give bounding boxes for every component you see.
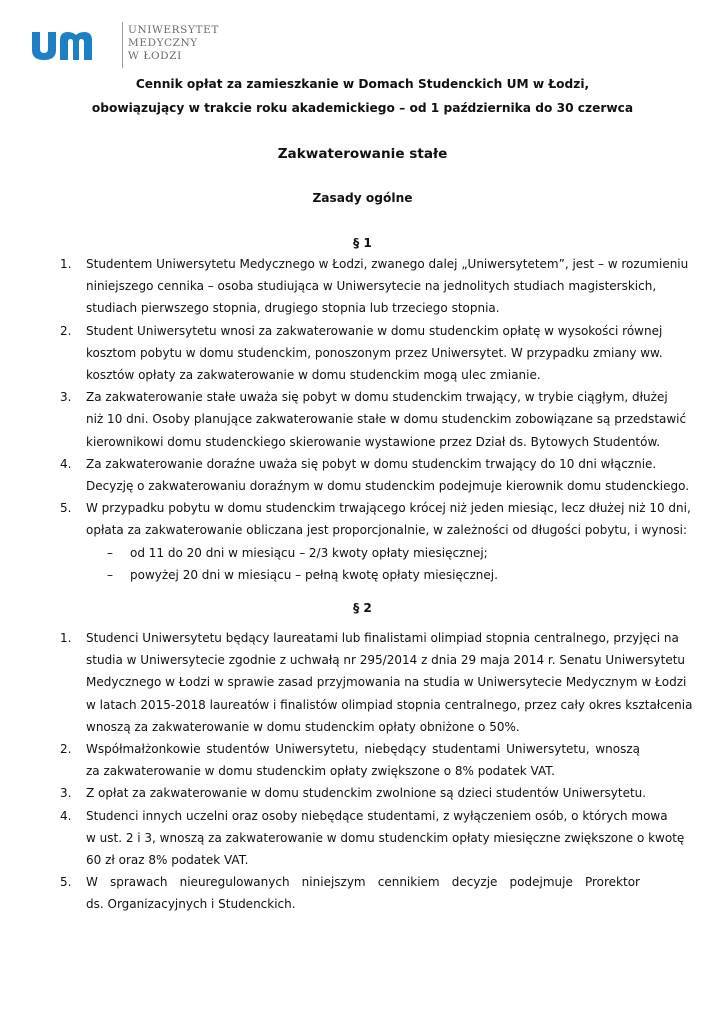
list-item: [60, 738, 640, 782]
list-item: [60, 453, 690, 497]
item-text-line: W sprawach nieuregulowanych niniejszym cennikiem decyzje podejmuje Prorektor: [86, 875, 640, 890]
document-title-line-2: obowiązujący w trakcie roku akademickiego – od 1 października do 30 czerwca: [91, 101, 634, 115]
item-text-line: opłata za zakwaterowanie obliczana jest proporcjonalnie, w zależności od długości pobytu, i wynosi:: [86, 523, 688, 538]
item-text-line: niż 10 dni. Osoby planujące zakwaterowanie stałe w domu studenckim zobowiązane są przedstawić: [86, 412, 687, 427]
list-item: [60, 386, 687, 453]
item-text-line: kierownikowi domu studenckiego skierowanie wystawione przez Dział ds. Bytowych Studentów.: [86, 434, 661, 449]
item-text-line: niniejszego cennika – osoba studiująca w Uniwersytecie na jednolitych studiach magisterskich,: [86, 279, 657, 294]
item-number: 2.: [60, 323, 72, 338]
item-text-line: Medycznego w Łodzi w sprawie zasad przyjmowania na studia w Uniwersytecie Medycznym w Łodzi: [86, 675, 687, 690]
item-number: 4.: [60, 808, 72, 823]
subitem-text: powyżej 20 dni w miesiącu – pełną kwotę opłaty miesięcznej.: [130, 567, 498, 582]
list-item: [60, 627, 693, 738]
section-heading: Zakwaterowanie stałe: [277, 146, 448, 162]
section-subheading: Zasady ogólne: [312, 191, 413, 205]
list-item: [60, 782, 647, 804]
item-text-line: studia w Uniwersytecie zgodnie z uchwałą nr 295/2014 z dnia 29 maja 2014 r. Senatu Uniwersytetu: [86, 653, 686, 668]
item-number: 5.: [60, 875, 72, 890]
section-2-list: [60, 627, 693, 916]
item-text-line: Studenci innych uczelni oraz osoby niebędące studentami, z wyłączeniem osób, o których mowa: [86, 808, 668, 823]
item-text-line: za zakwaterowanie w domu studenckim opłaty zwiększone o 8% podatek VAT.: [86, 764, 555, 779]
item-text-line: Współmałżonkowie studentów Uniwersytetu, niebędący studentami Uniwersytetu, wnoszą: [86, 742, 640, 757]
item-text-line: ds. Organizacyjnych i Studenckich.: [86, 897, 296, 912]
dash-bullet: –: [107, 567, 113, 582]
item-number: 3.: [60, 390, 72, 405]
paragraph-label-1: § 1: [353, 236, 372, 250]
item-text-line: Decyzję o zakwaterowaniu doraźnym w domu studenckim podejmuje kierownik domu studenckiego.: [86, 479, 690, 494]
list-item: [60, 320, 663, 387]
item-text-line: studiach pierwszego stopnia, drugiego stopnia lub trzeciego stopnia.: [86, 301, 500, 316]
item-text-line: w latach 2015-2018 laureatów i finalistów olimpiad stopnia centralnego, przez cały okres kształcenia: [86, 697, 693, 712]
item-text-line: kosztom pobytu w domu studenckim, ponoszonym przez Uniwersytet. W przypadku zmiany ww.: [86, 345, 663, 360]
item-text-line: Za zakwaterowanie doraźne uważa się pobyt w domu studenckim trwający do 10 dni włącznie.: [86, 456, 657, 471]
item-text-line: Studenci Uniwersytetu będący laureatami lub finalistami olimpiad stopnia centralnego, przyjęci na: [86, 631, 679, 645]
item-number: 3.: [60, 786, 72, 801]
logo-line-1: UNIWERSYTET: [128, 24, 219, 36]
dash-bullet: –: [107, 545, 113, 560]
um-logo-mark-icon: [30, 30, 94, 60]
section-1-list: [60, 253, 691, 586]
list-item: [60, 871, 640, 915]
item-number: 1.: [60, 257, 72, 271]
document-title-line-1: Cennik opłat za zamieszkanie w Domach Studenckich UM w Łodzi,: [135, 77, 590, 91]
logo-line-2: MEDYCZNY: [128, 37, 198, 49]
item-number: 1.: [60, 631, 72, 645]
item-text-line: Student Uniwersytetu wnosi za zakwaterowanie w domu studenckim opłatę w wysokości równej: [86, 323, 663, 338]
university-logo: [30, 22, 219, 68]
list-item: [60, 497, 691, 541]
logo-line-3: W ŁODZI: [128, 50, 182, 62]
list-subitem: [60, 564, 640, 586]
logo-wordmark: [128, 24, 219, 63]
item-text-line: Za zakwaterowanie stałe uważa się pobyt w domu studenckim trwający, w trybie ciągłym, dłużej: [86, 390, 668, 405]
item-text-line: 60 zł oraz 8% podatek VAT.: [86, 853, 249, 868]
item-text-line: wnoszą za zakwaterowanie w domu studenckim opłaty obniżone o 50%.: [86, 719, 520, 734]
item-text-line: w ust. 2 i 3, wnoszą za zakwaterowanie w domu studenckim opłaty miesięczne zwiększone o kwotę: [86, 830, 685, 845]
item-text-line: Studentem Uniwersytetu Medycznego w Łodzi, zwanego dalej „Uniwersytetem”, jest – w rozumieniu: [86, 257, 689, 271]
item-text-line: kosztów opłaty za zakwaterowanie w domu studenckim mogą ulec zmianie.: [86, 368, 541, 383]
item-number: 5.: [60, 501, 72, 516]
list-item: [60, 253, 689, 320]
item-text-line: W przypadku pobytu w domu studenckim trwającego krócej niż jeden miesiąc, lecz dłużej niż 10 dni,: [86, 501, 691, 516]
item-number: 4.: [60, 456, 72, 471]
item-text-line: Z opłat za zakwaterowanie w domu studenckim zwolnione są dzieci studentów Uniwersytetu.: [86, 786, 647, 801]
subitem-text: od 11 do 20 dni w miesiącu – 2/3 kwoty opłaty miesięcznej;: [130, 545, 488, 560]
list-item: [60, 805, 685, 872]
list-subitem: [60, 542, 640, 564]
item-number: 2.: [60, 742, 72, 757]
paragraph-label-2: § 2: [353, 601, 372, 615]
logo-divider: [122, 22, 123, 68]
